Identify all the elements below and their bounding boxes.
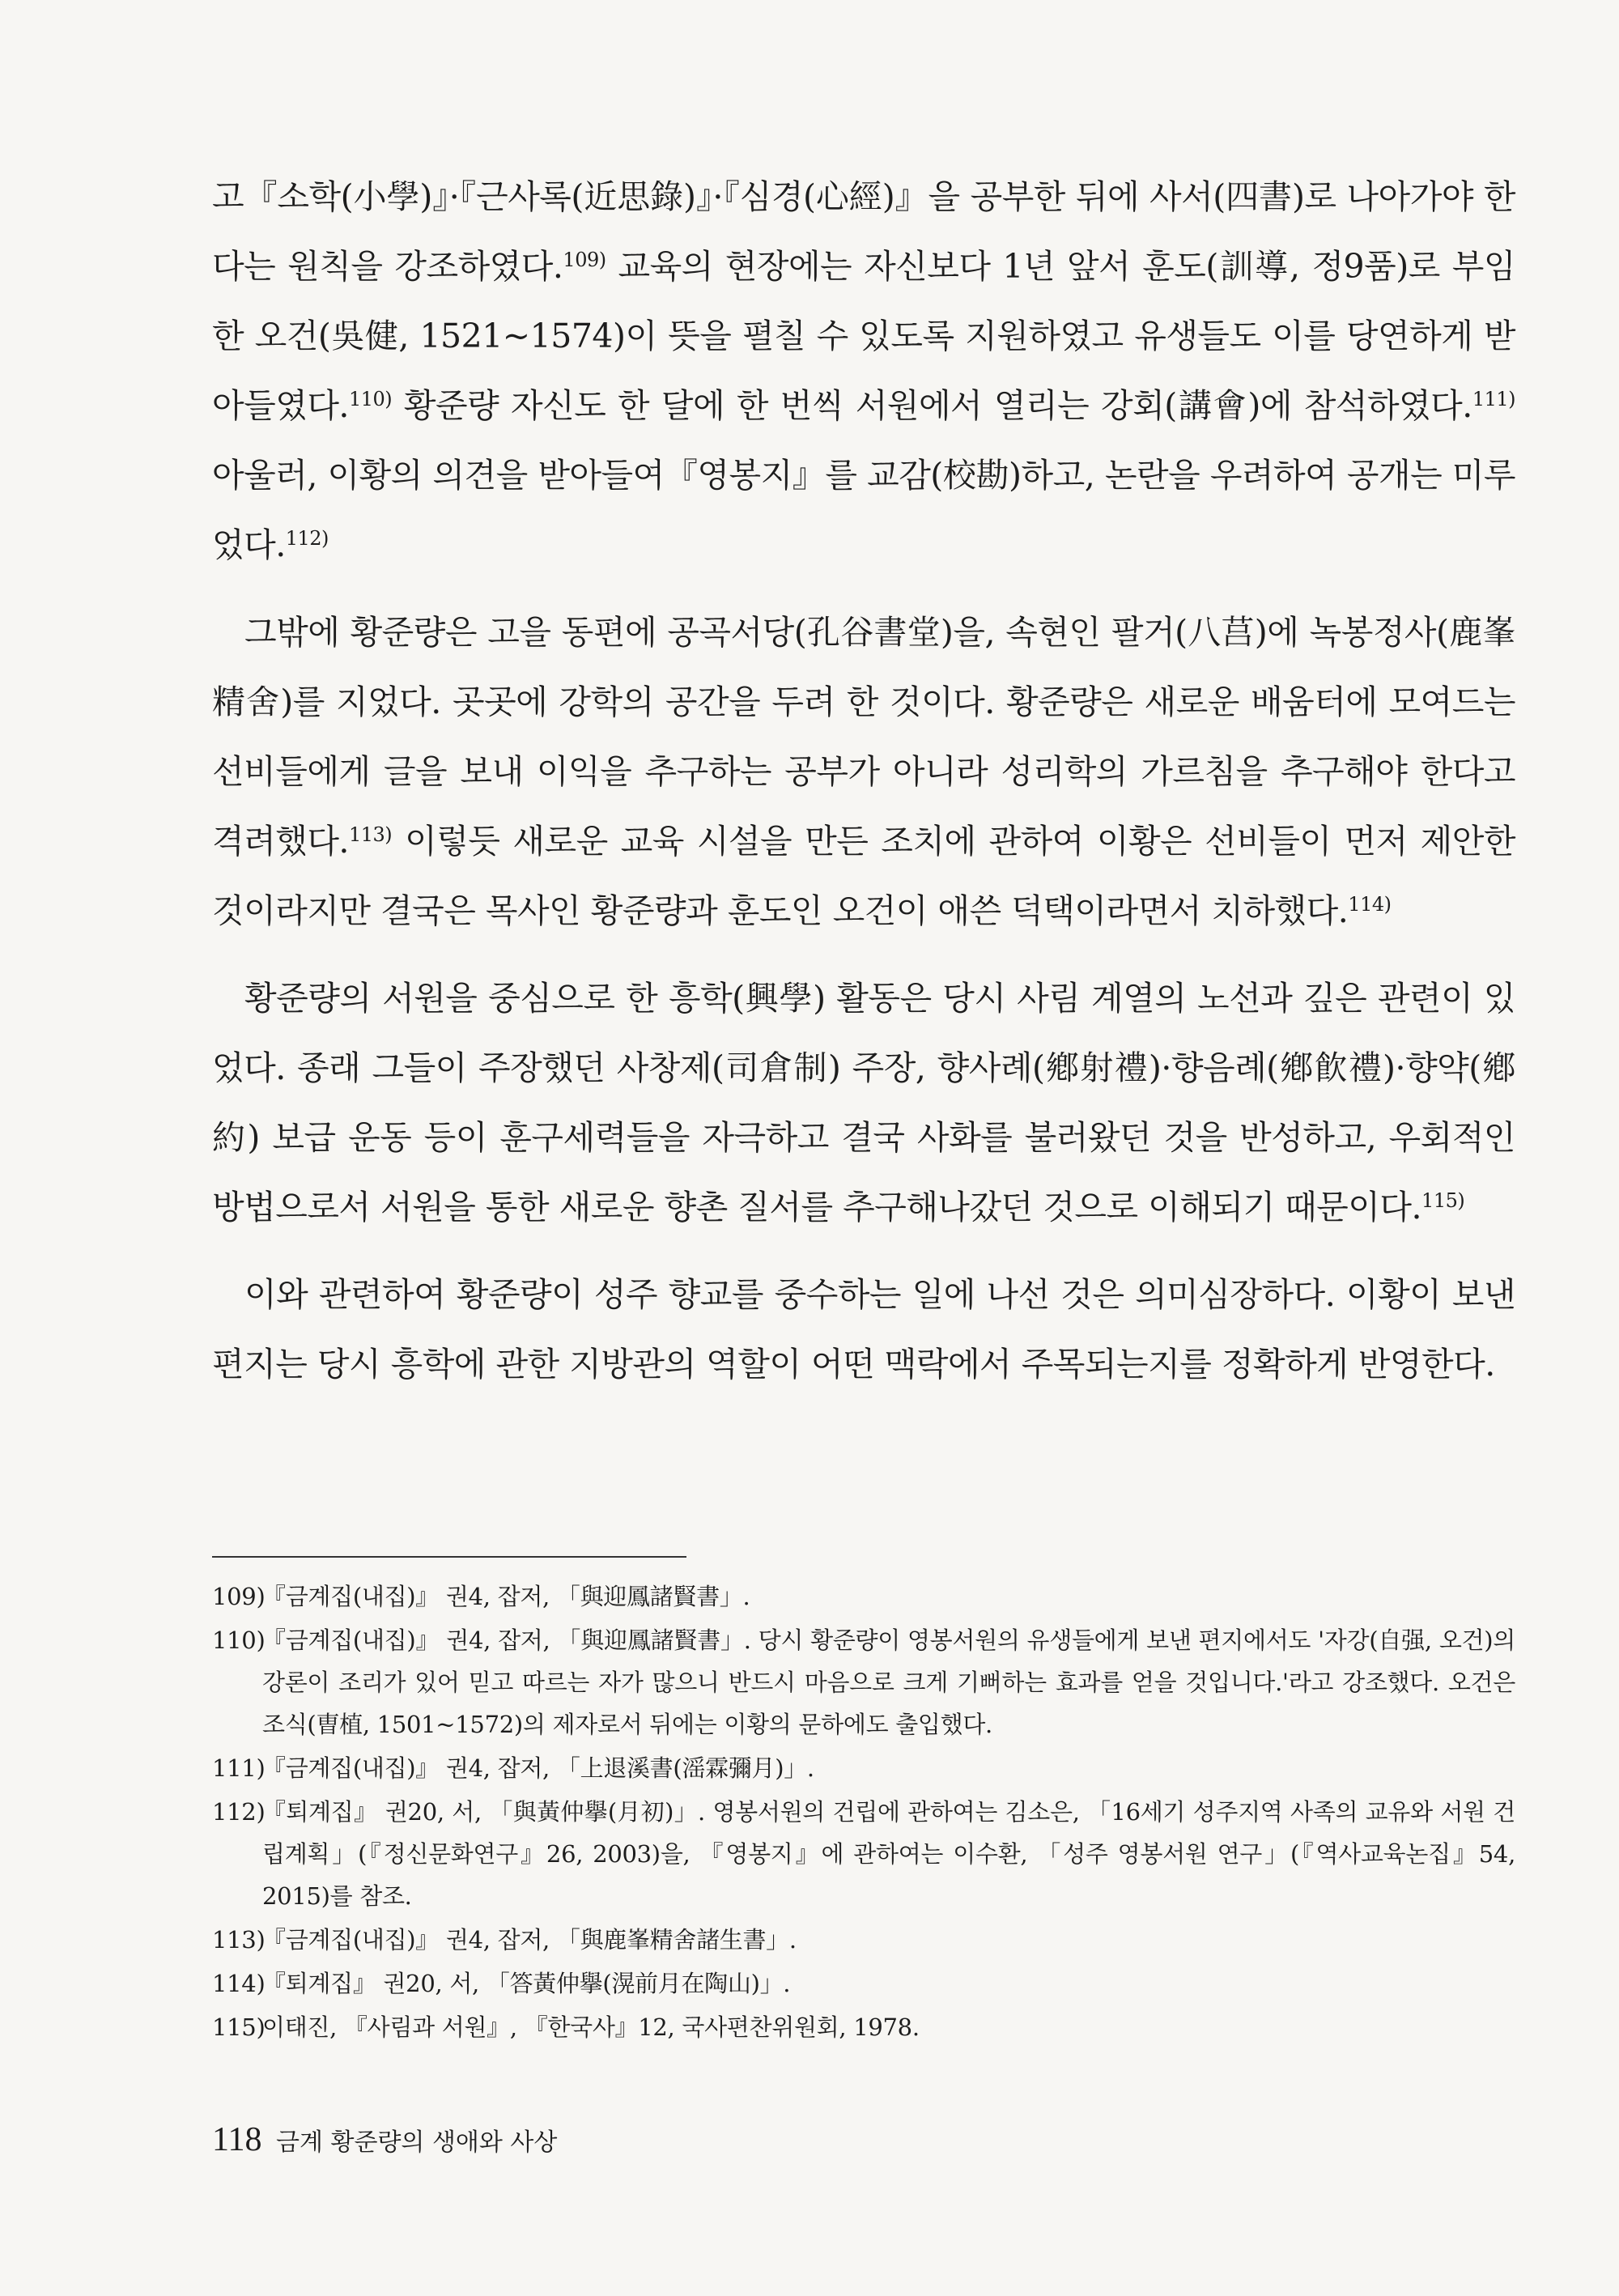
paragraph-text: 이와 관련하여 황준량이 성주 향교를 중수하는 일에 나선 것은 의미심장하다. 이황이 보낸 편지는 당시 흥학에 관한 지방관의 역할이 어떤 맥락에서 주목되는지를 정확하게 반영한다. — [212, 1275, 1515, 1384]
footnote-item — [212, 1747, 1515, 1789]
footnote-text: 『퇴계집』 권20, 서, 「與黃仲擧(月初)」. 영봉서원의 건립에 관하여는 김소은, 「16세기 성주지역 사족의 교유와 서원 건립계획」(『정신문화연구』26, 2003)을, 『영봉지』에 관하여는 이수환, 「성주 영봉서원 연구」(『역사교육논집』54, 2015)를 참조. — [262, 1798, 1515, 1910]
footnote-text: 『금계집(내집)』 권4, 잡저, 「與迎鳳諸賢書」. — [262, 1583, 750, 1610]
paragraph-2 — [212, 597, 1515, 946]
footnote-ref[interactable]: 114) — [1348, 893, 1392, 916]
footnote-ref[interactable]: 112) — [285, 527, 329, 550]
paragraph-text: 황준량의 서원을 중심으로 한 흥학(興學) 활동은 당시 사림 계열의 노선과 깊은 관련이 있었다. 종래 그들이 주장했던 사창제(司倉制) 주장, 향사례(鄕射禮)·향음례(鄕飮禮)·향약(鄕約) 보급 운동 등이 훈구세력들을 자극하고 결국 사화를 불러왔던 것을 반성하고, 우회적인 방법으로서 서원을 통한 새로운 향촌 질서를 추구해나갔던 것으로 이해되기 때문이다. — [212, 979, 1515, 1227]
footnote-number: 109) — [212, 1583, 266, 1610]
paragraph-text: 교육의 현장에는 자신보다 1년 앞서 훈도(訓導, 정9품)로 부임한 오건(吳健, 1521~1574)이 뜻을 펼칠 수 있도록 지원하였고 유생들도 이를 당연하게 받아들였다. — [212, 247, 1515, 425]
footnote-item — [212, 1619, 1515, 1745]
paragraph-text: 그밖에 황준량은 고을 동편에 공곡서당(孔谷書堂)을, 속현인 팔거(八莒)에 녹봉정사(鹿峯精舍)를 지었다. 곳곳에 강학의 공간을 두려 한 것이다. 황준량은 새로운 배움터에 모여드는 선비들에게 글을 보내 이익을 추구하는 공부가 아니라 성리학의 가르침을 추구해야 한다고 격려했다. — [212, 613, 1515, 861]
paragraph-3 — [212, 963, 1515, 1242]
paragraph-text: 아울러, 이황의 의견을 받아들여『영봉지』를 교감(校勘)하고, 논란을 우려하여 공개는 미루었다. — [212, 456, 1515, 564]
footnote-item — [212, 1962, 1515, 2005]
footnote-ref[interactable]: 111) — [1472, 388, 1515, 410]
footnote-number: 110) — [212, 1626, 266, 1654]
page-number: 118 — [212, 2121, 262, 2158]
footnote-text: 『퇴계집』 권20, 서, 「答黃仲擧(滉前月在陶山)」. — [262, 1970, 791, 1997]
footnote-item — [212, 1575, 1515, 1618]
footnote-number: 115) — [212, 2013, 266, 2041]
paragraph-4 — [212, 1260, 1515, 1399]
page-footer — [212, 2120, 557, 2163]
footnote-number: 113) — [212, 1926, 266, 1954]
footnote-text: 『금계집(내집)』 권4, 잡저, 「與迎鳳諸賢書」. 당시 황준량이 영봉서원의 유생들에게 보낸 편지에서도 '자강(自强, 오건)의 강론이 조리가 있어 믿고 따르는 자가 많으니 반드시 마음으로 크게 기뻐하는 효과를 얻을 것입니다.'라고 강조했다. 오건은 조식(曺植, 1501~1572)의 제자로서 뒤에는 이황의 문하에도 출입했다. — [262, 1626, 1515, 1738]
paragraph-text: 이렇듯 새로운 교육 시설을 만든 조치에 관하여 이황은 선비들이 먼저 제안한 것이라지만 결국은 목사인 황준량과 훈도인 오건이 애쓴 덕택이라면서 치하했다. — [212, 822, 1515, 930]
footnote-number: 112) — [212, 1798, 266, 1826]
footnotes — [212, 1575, 1515, 2050]
footnote-ref[interactable]: 110) — [348, 388, 393, 410]
footnote-ref[interactable]: 113) — [348, 823, 393, 846]
footnote-number: 114) — [212, 1970, 266, 1997]
paragraph-text: 고『소학(小學)』·『근사록(近思錄)』·『심경(心經)』을 공부한 뒤에 사서(四書)로 나아가야 한다는 원칙을 강조하였다. — [212, 177, 1515, 286]
footnote-item — [212, 1791, 1515, 1917]
footnote-text: 『금계집(내집)』 권4, 잡저, 「上退溪書(滛霖彌月)」. — [262, 1754, 814, 1782]
footnote-ref[interactable]: 109) — [563, 249, 606, 271]
footnote-ref[interactable]: 115) — [1421, 1189, 1465, 1212]
footnote-item — [212, 1919, 1515, 1961]
footnote-number: 111) — [212, 1754, 266, 1782]
footnote-text: 『금계집(내집)』 권4, 잡저, 「與鹿峯精舍諸生書」. — [262, 1926, 797, 1954]
footnote-item — [212, 2006, 1515, 2048]
paragraph-1 — [212, 162, 1515, 580]
running-title: 금계 황준량의 생애와 사상 — [276, 2128, 558, 2157]
footnote-divider — [212, 1556, 686, 1558]
main-text — [212, 162, 1515, 1417]
paragraph-text: 황준량 자신도 한 달에 한 번씩 서원에서 열리는 강회(講會)에 참석하였다. — [392, 386, 1472, 425]
footnote-text: 이태진, 『사림과 서원』, 『한국사』12, 국사편찬위원회, 1978. — [262, 2013, 920, 2041]
